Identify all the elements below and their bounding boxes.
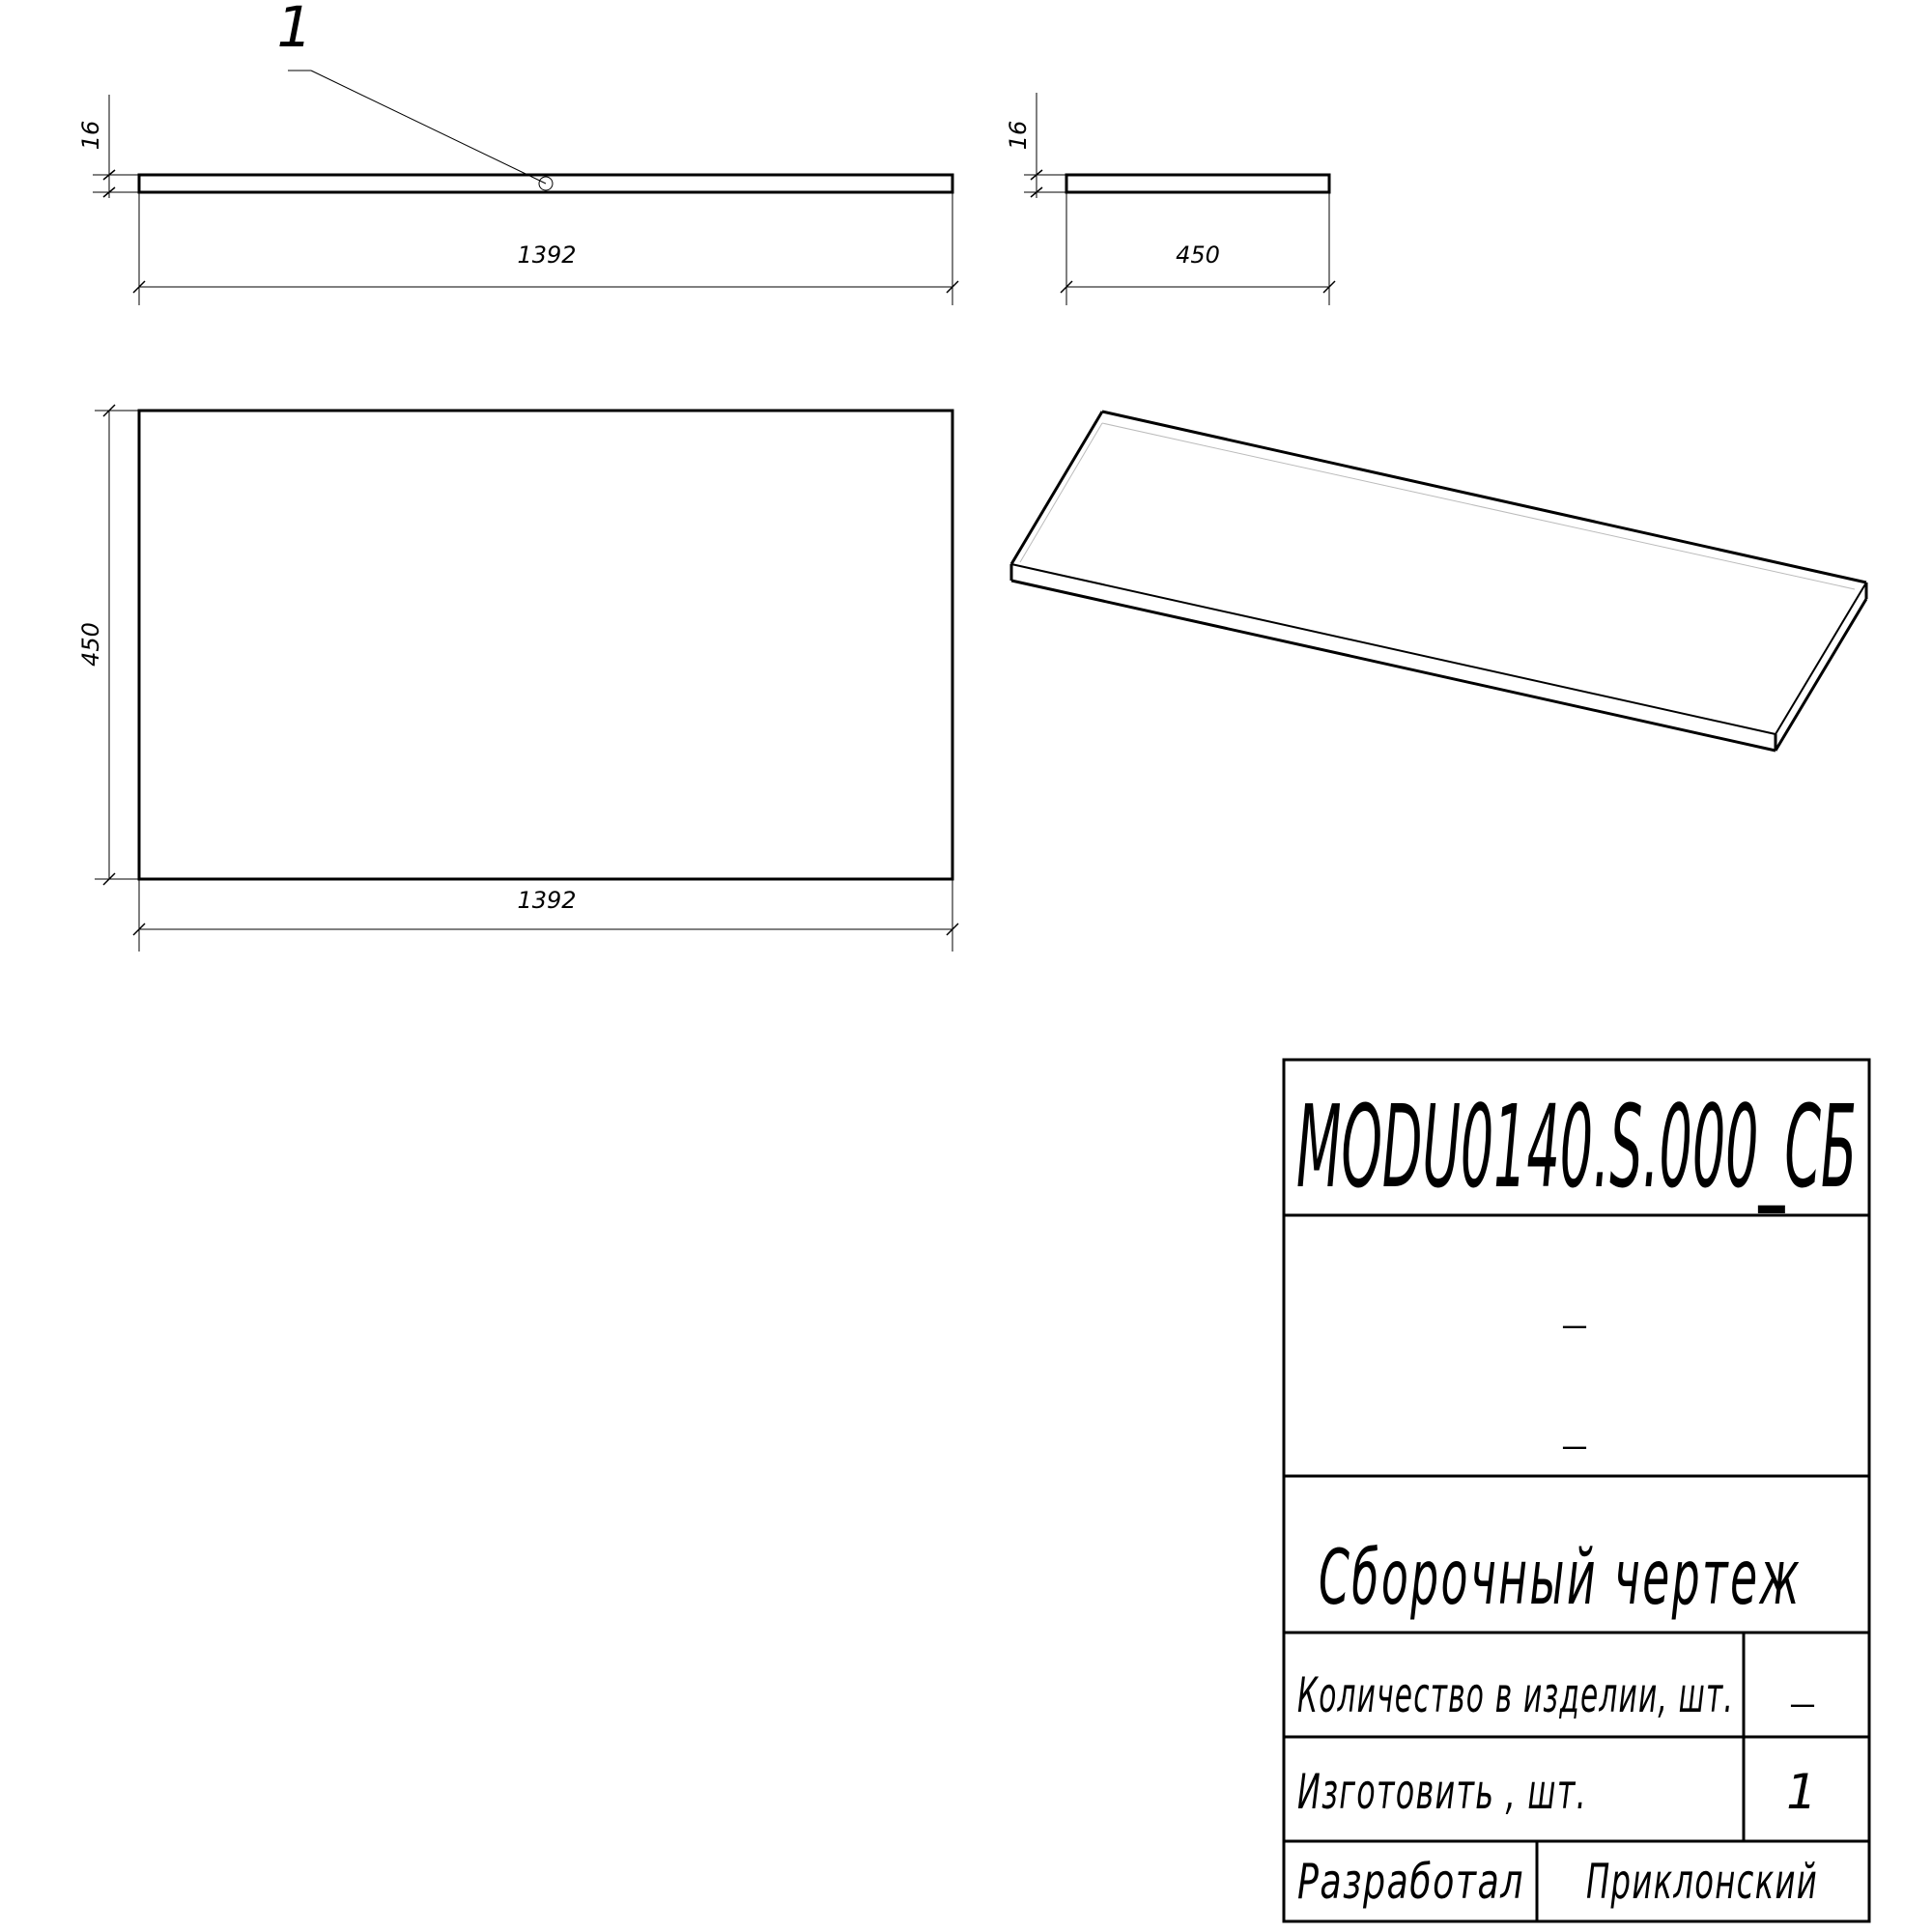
isometric-top-face	[1011, 412, 1866, 736]
side-view-panel	[1066, 175, 1329, 192]
developer-label: Разработал	[1297, 1854, 1524, 1910]
front-length-dimension: 1392	[517, 242, 577, 269]
top-width-dimension: 1392	[517, 887, 577, 914]
item-callout-number: 1	[276, 0, 313, 60]
qty-in-product-label: Количество в изделии, шт.	[1297, 1667, 1734, 1723]
qty-in-product-value: –	[1788, 1668, 1817, 1736]
front-thickness-dimension: 16	[77, 120, 104, 151]
document-type: Сборочный чертеж	[1319, 1535, 1802, 1622]
title-block	[1284, 1060, 1869, 1921]
side-view	[1005, 93, 1335, 305]
front-view	[77, 0, 958, 305]
developer-name: Приклонский	[1586, 1854, 1818, 1910]
name-line-2: –	[1560, 1410, 1589, 1478]
side-width-dimension: 450	[1176, 242, 1220, 269]
name-line-1: –	[1560, 1290, 1589, 1357]
make-quantity-label: Изготовить , шт.	[1297, 1764, 1587, 1820]
top-height-dimension: 450	[77, 622, 104, 667]
isometric-view	[1011, 412, 1866, 751]
make-quantity-value: 1	[1786, 1764, 1819, 1820]
top-view-panel	[139, 411, 952, 879]
drawing-designation: MODU0140.S.000_СБ	[1296, 1080, 1857, 1213]
side-thickness-dimension: 16	[1005, 120, 1032, 151]
top-view	[77, 405, 958, 952]
